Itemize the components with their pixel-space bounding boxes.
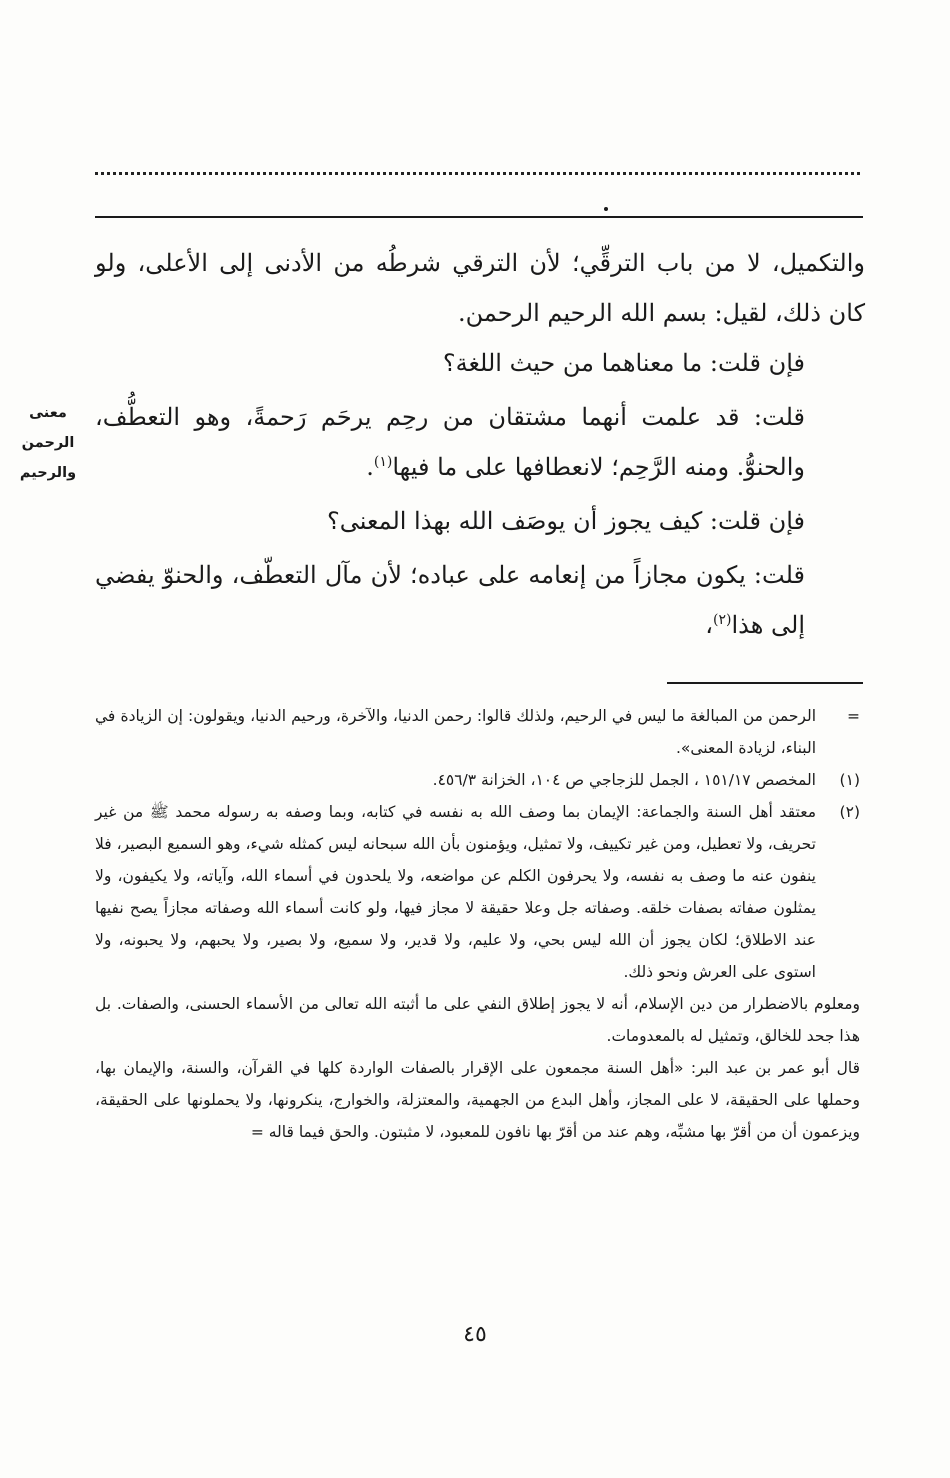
footnote-2 (95, 796, 860, 988)
footnote-ref-1: (١) (373, 454, 393, 470)
footnote-2-paragraph-c: قال أبو عمر بن عبد البر: «أهل السنة مجمعون على الإقرار بالصفات الواردة كلها في القرآن، والسنة، والإيمان بها، وحملها على الحقيقة، لا على المجاز، وأهل البدع من الجهمية، والمعتزلة، والخوارج، ينكرونها، ولا يحملونها على الحقيقة، ويزعمون أن من أقرّ بها مشبِّه، وهم عند من أقرّ بها نافون للمعبود، لا مثبتون. والحق فيما قاله = (95, 1059, 860, 1141)
footnote-continuation (95, 700, 860, 764)
footnote-2-text: معتقد أهل السنة والجماعة: الإيمان بما وصف الله به نفسه في كتابه، وبما وصفه به رسوله محمد ﷺ من غير تحريف، ولا تعطيل، ومن غير تكييف، ولا تمثيل، ويؤمنون بأن الله سبحانه ليس كمثله شيء، وهو السميع البصير، فلا ينفون عنه ما وصف به نفسه، ولا يحرفون الكلم عن مواضعه، ولا يلحدون في أسماء الله، وآياته، ولا يكيفون، ولا يمثلون صفاته بصفات خلقه. وصفاته جل وعلا حقيقة لا مجاز فيها، ولو كانت أسماء الله وصفاته مجازاً يصح نفيها عند الاطلاق؛ لكان يجوز أن الله ليس بحي، ولا عليم، ولا قدير، ولا سميع، ولا بصير، ولا يحبهم، ولا يحبونه، ولا استوى على العرش ونحو ذلك. (95, 803, 816, 981)
continuation-mark: = (847, 707, 860, 725)
footnote-1 (95, 764, 860, 796)
main-text (95, 238, 865, 650)
paragraph-3-end: . (366, 453, 374, 481)
footnote-ref-2: (٢) (712, 612, 732, 628)
paragraph-5 (95, 550, 865, 650)
page-number: ٤٥ (463, 1322, 487, 1347)
margin-note-line-2: الرحمن (21, 435, 75, 451)
continuation-text: الرحمن من المبالغة ما ليس في الرحيم، ولذلك قالوا: رحمن الدنيا، والآخرة، ورحيم الدنيا، ويقولون: إن الزيادة في البناء، لزيادة المعنى». (95, 707, 816, 757)
margin-note (8, 398, 88, 488)
header-dot-mark (604, 207, 608, 211)
footnote-rule (667, 682, 863, 684)
paragraph-3-text: قلت: قد علمت أنهما مشتقان من رحِم يرحَم رَحمةً، وهو التعطُّف، والحنوُّ. ومنه الرَّحِم؛ لانعطافها على ما فيها (95, 403, 805, 481)
margin-note-line-3: والرحيم (19, 465, 77, 481)
paragraph-4: فإن قلت: كيف يجوز أن يوصَف الله بهذا المعنى؟ (327, 507, 805, 535)
dotted-separator (95, 172, 860, 175)
paragraph-2: فإن قلت: ما معناهما من حيث اللغة؟ (442, 349, 805, 377)
header-rule (95, 216, 863, 218)
footnote-1-mark: (١) (839, 771, 860, 789)
paragraph-5-end: ، (705, 611, 713, 639)
footnote-2-mark: (٢) (839, 803, 860, 821)
margin-note-line-1: معنى (29, 405, 67, 421)
footnote-2-paragraph-b: ومعلوم بالاضطرار من دين الإسلام، أنه لا يجوز إطلاق النفي على ما أثبته الله تعالى من الأسماء الحسنى، والصفات. بل هذا جحد للخالق، وتمثيل له بالمعدومات. (95, 995, 860, 1045)
paragraph-1: والتكميل، لا من باب الترقِّي؛ لأن الترقي شرطُه من الأدنى إلى الأعلى، ولو كان ذلك، لقيل: بسم الله الرحيم الرحمن. (95, 249, 865, 327)
footnotes (95, 700, 860, 1148)
paragraph-5-text: قلت: يكون مجازاً من إنعامه على عباده؛ لأن مآل التعطّف، والحنوّ يفضي إلى هذا (95, 561, 805, 639)
paragraph-3 (95, 392, 865, 492)
footnote-1-text: المخصص ١٥١/١٧ ، الجمل للزجاجي ص ١٠٤، الخزانة ٤٥٦/٣. (432, 771, 816, 789)
